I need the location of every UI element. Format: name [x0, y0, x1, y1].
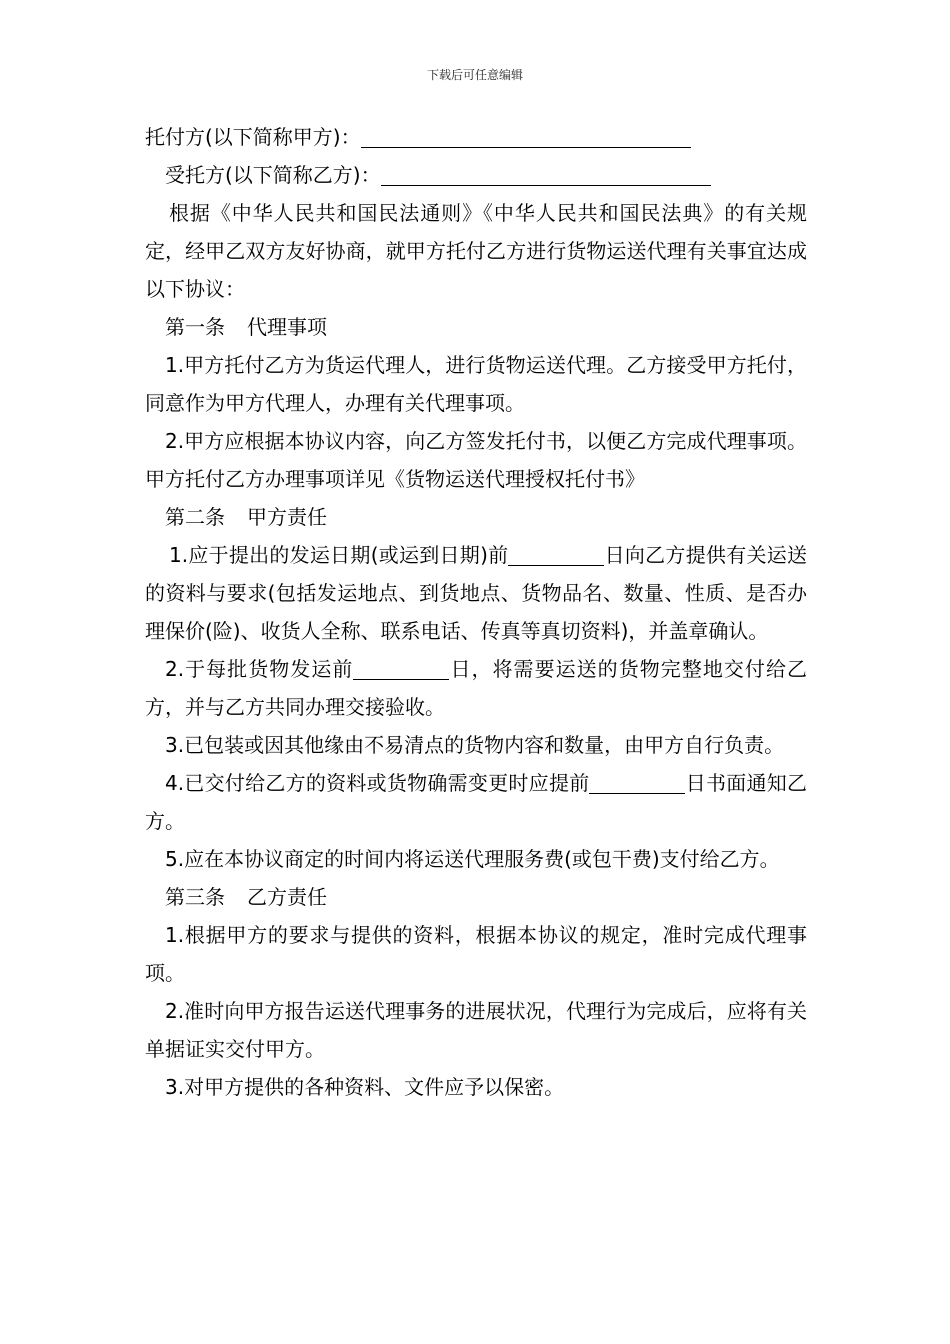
article-3-heading	[145, 878, 807, 916]
article-2-item-5: 5.应在本协议商定的时间内将运送代理服务费(或包干费)支付给乙方。	[165, 847, 780, 871]
article-1-item-1: 1.甲方托付乙方为货运代理人，进行货物运送代理。乙方接受甲方托付，同意作为甲方代理人，办理有关代理事项。	[145, 353, 807, 415]
article-1-number: 第一条	[165, 315, 225, 339]
contract-body	[145, 118, 807, 1106]
article-2-item-2	[145, 650, 807, 726]
party-a-label: 托付方(以下简称甲方)：	[145, 125, 361, 149]
article-3-item-3: 3.对甲方提供的各种资料、文件应予以保密。	[165, 1075, 565, 1099]
party-b-label: 受托方(以下简称乙方)：	[165, 163, 381, 187]
article-3-item-2: 2.准时向甲方报告运送代理事务的进展状况，代理行为完成后，应将有关单据证实交付甲方。	[145, 999, 807, 1061]
article-2-item-2-pre: 2.于每批货物发运前	[165, 657, 354, 681]
party-a-line	[145, 118, 807, 156]
article-2-item-4	[145, 764, 807, 840]
article-2-item-1	[145, 536, 807, 650]
article-2-number: 第二条	[165, 505, 225, 529]
party-b-blank[interactable]	[381, 167, 711, 186]
intro-paragraph: 根据《中华人民共和国民法通则》《中华人民共和国民法典》的有关规定，经甲乙双方友好协商，就甲方托付乙方进行货物运送代理有关事宜达成以下协议：	[145, 201, 807, 301]
article-2-item-2-post: 日，将需要运送的货物完整地交付给乙方，并与乙方共同办理交接验收。	[145, 657, 807, 719]
article-2-item-3: 3.已包装或因其他缘由不易清点的货物内容和数量，由甲方自行负责。	[165, 733, 785, 757]
article-3-number: 第三条	[165, 885, 225, 909]
article-1-heading	[145, 308, 807, 346]
article-1-title: 代理事项	[247, 315, 327, 339]
article-2-item-1-pre: 1.应于提出的发运日期(或运到日期)前	[169, 543, 509, 567]
days-blank-3[interactable]	[589, 775, 685, 794]
article-3-title: 乙方责任	[247, 885, 327, 909]
article-2-heading	[145, 498, 807, 536]
days-blank-1[interactable]	[508, 547, 604, 566]
page-header: 下载后可任意编辑	[426, 68, 523, 82]
article-1-item-2: 2.甲方应根据本协议内容，向乙方签发托付书，以便乙方完成代理事项。甲方托付乙方办理事项详见《货物运送代理授权托付书》	[145, 429, 807, 491]
party-b-line	[145, 156, 807, 194]
days-blank-2[interactable]	[353, 661, 449, 680]
article-2-item-4-pre: 4.已交付给乙方的资料或货物确需变更时应提前	[165, 771, 590, 795]
party-a-blank[interactable]	[361, 129, 691, 148]
article-2-item-1-post: 日向乙方提供有关运送的资料与要求(包括发运地点、到货地点、货物品名、数量、性质、是否办理保价(险)、收货人全称、联系电话、传真等真切资料)，并盖章确认。	[145, 543, 808, 643]
article-2-title: 甲方责任	[247, 505, 327, 529]
article-2-item-4-post: 日书面通知乙方。	[145, 771, 808, 833]
article-3-item-1: 1.根据甲方的要求与提供的资料，根据本协议的规定，准时完成代理事项。	[145, 923, 807, 985]
